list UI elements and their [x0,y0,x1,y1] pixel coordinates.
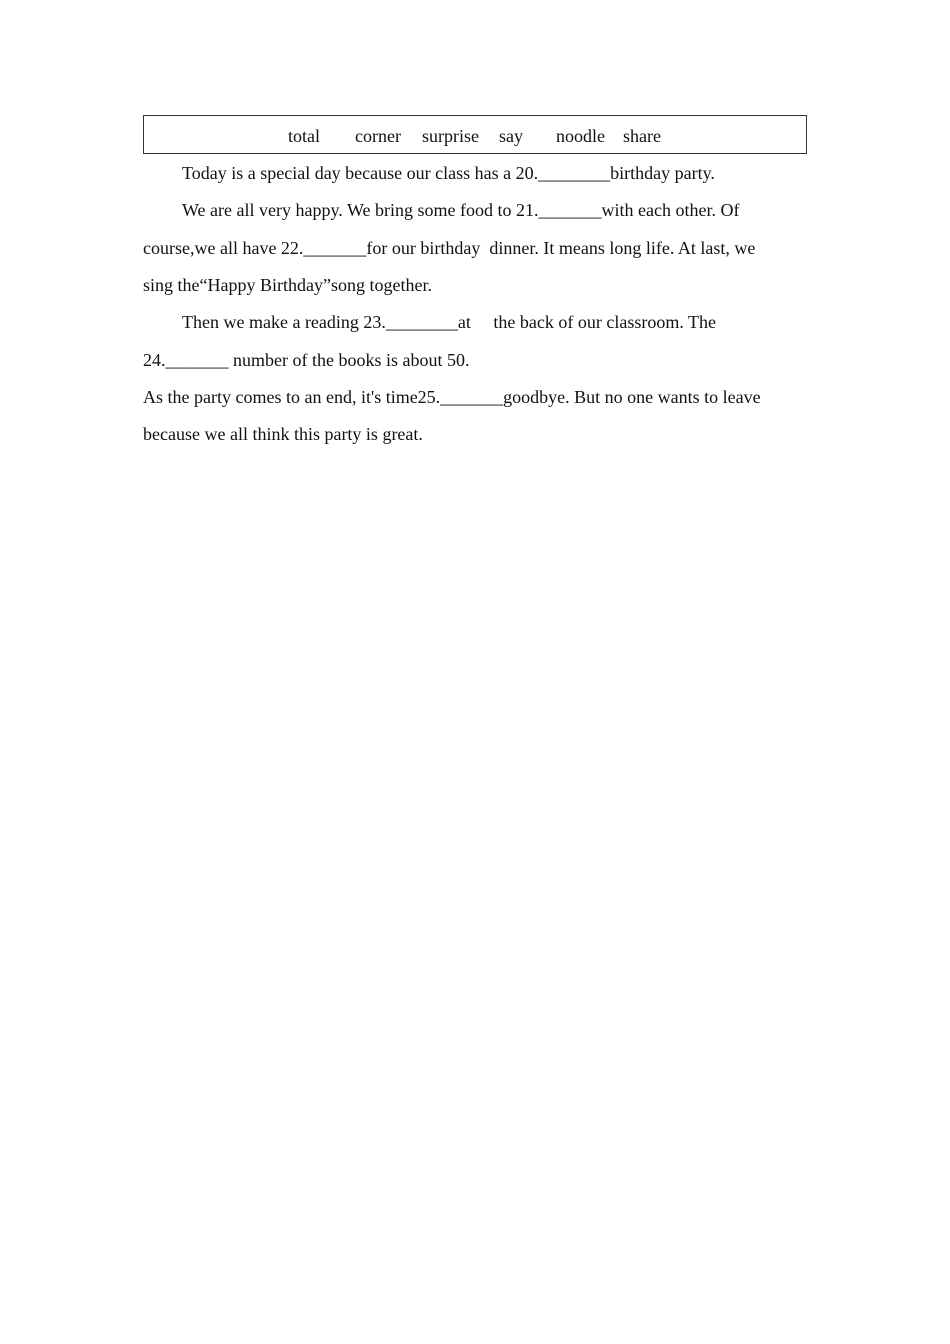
passage-line: Then we make a reading 23.________at the back of our classroom. The [182,312,717,332]
word-bank-item-share: share [623,126,661,146]
word-bank-item-say: say [499,126,523,146]
passage-line: We are all very happy. We bring some food to 21._______with each other. Of [182,200,740,220]
passage-line: As the party comes to an end, it's time25._______goodbye. But no one wants to leave [143,387,761,407]
word-bank-item-noodle: noodle [556,126,605,146]
passage-line: Today is a special day because our class has a 20.________birthday party. [182,163,715,183]
word-bank-box [143,115,807,154]
word-bank-item-surprise: surprise [422,126,479,146]
passage-line: 24._______ number of the books is about 50. [143,350,470,370]
word-bank-item-total: total [288,126,320,146]
passage-line: because we all think this party is great. [143,424,423,444]
word-bank-item-corner: corner [355,126,401,146]
passage-line: course,we all have 22._______for our birthday dinner. It means long life. At last, we [143,238,756,258]
passage-line: sing the“Happy Birthday”song together. [143,275,432,295]
